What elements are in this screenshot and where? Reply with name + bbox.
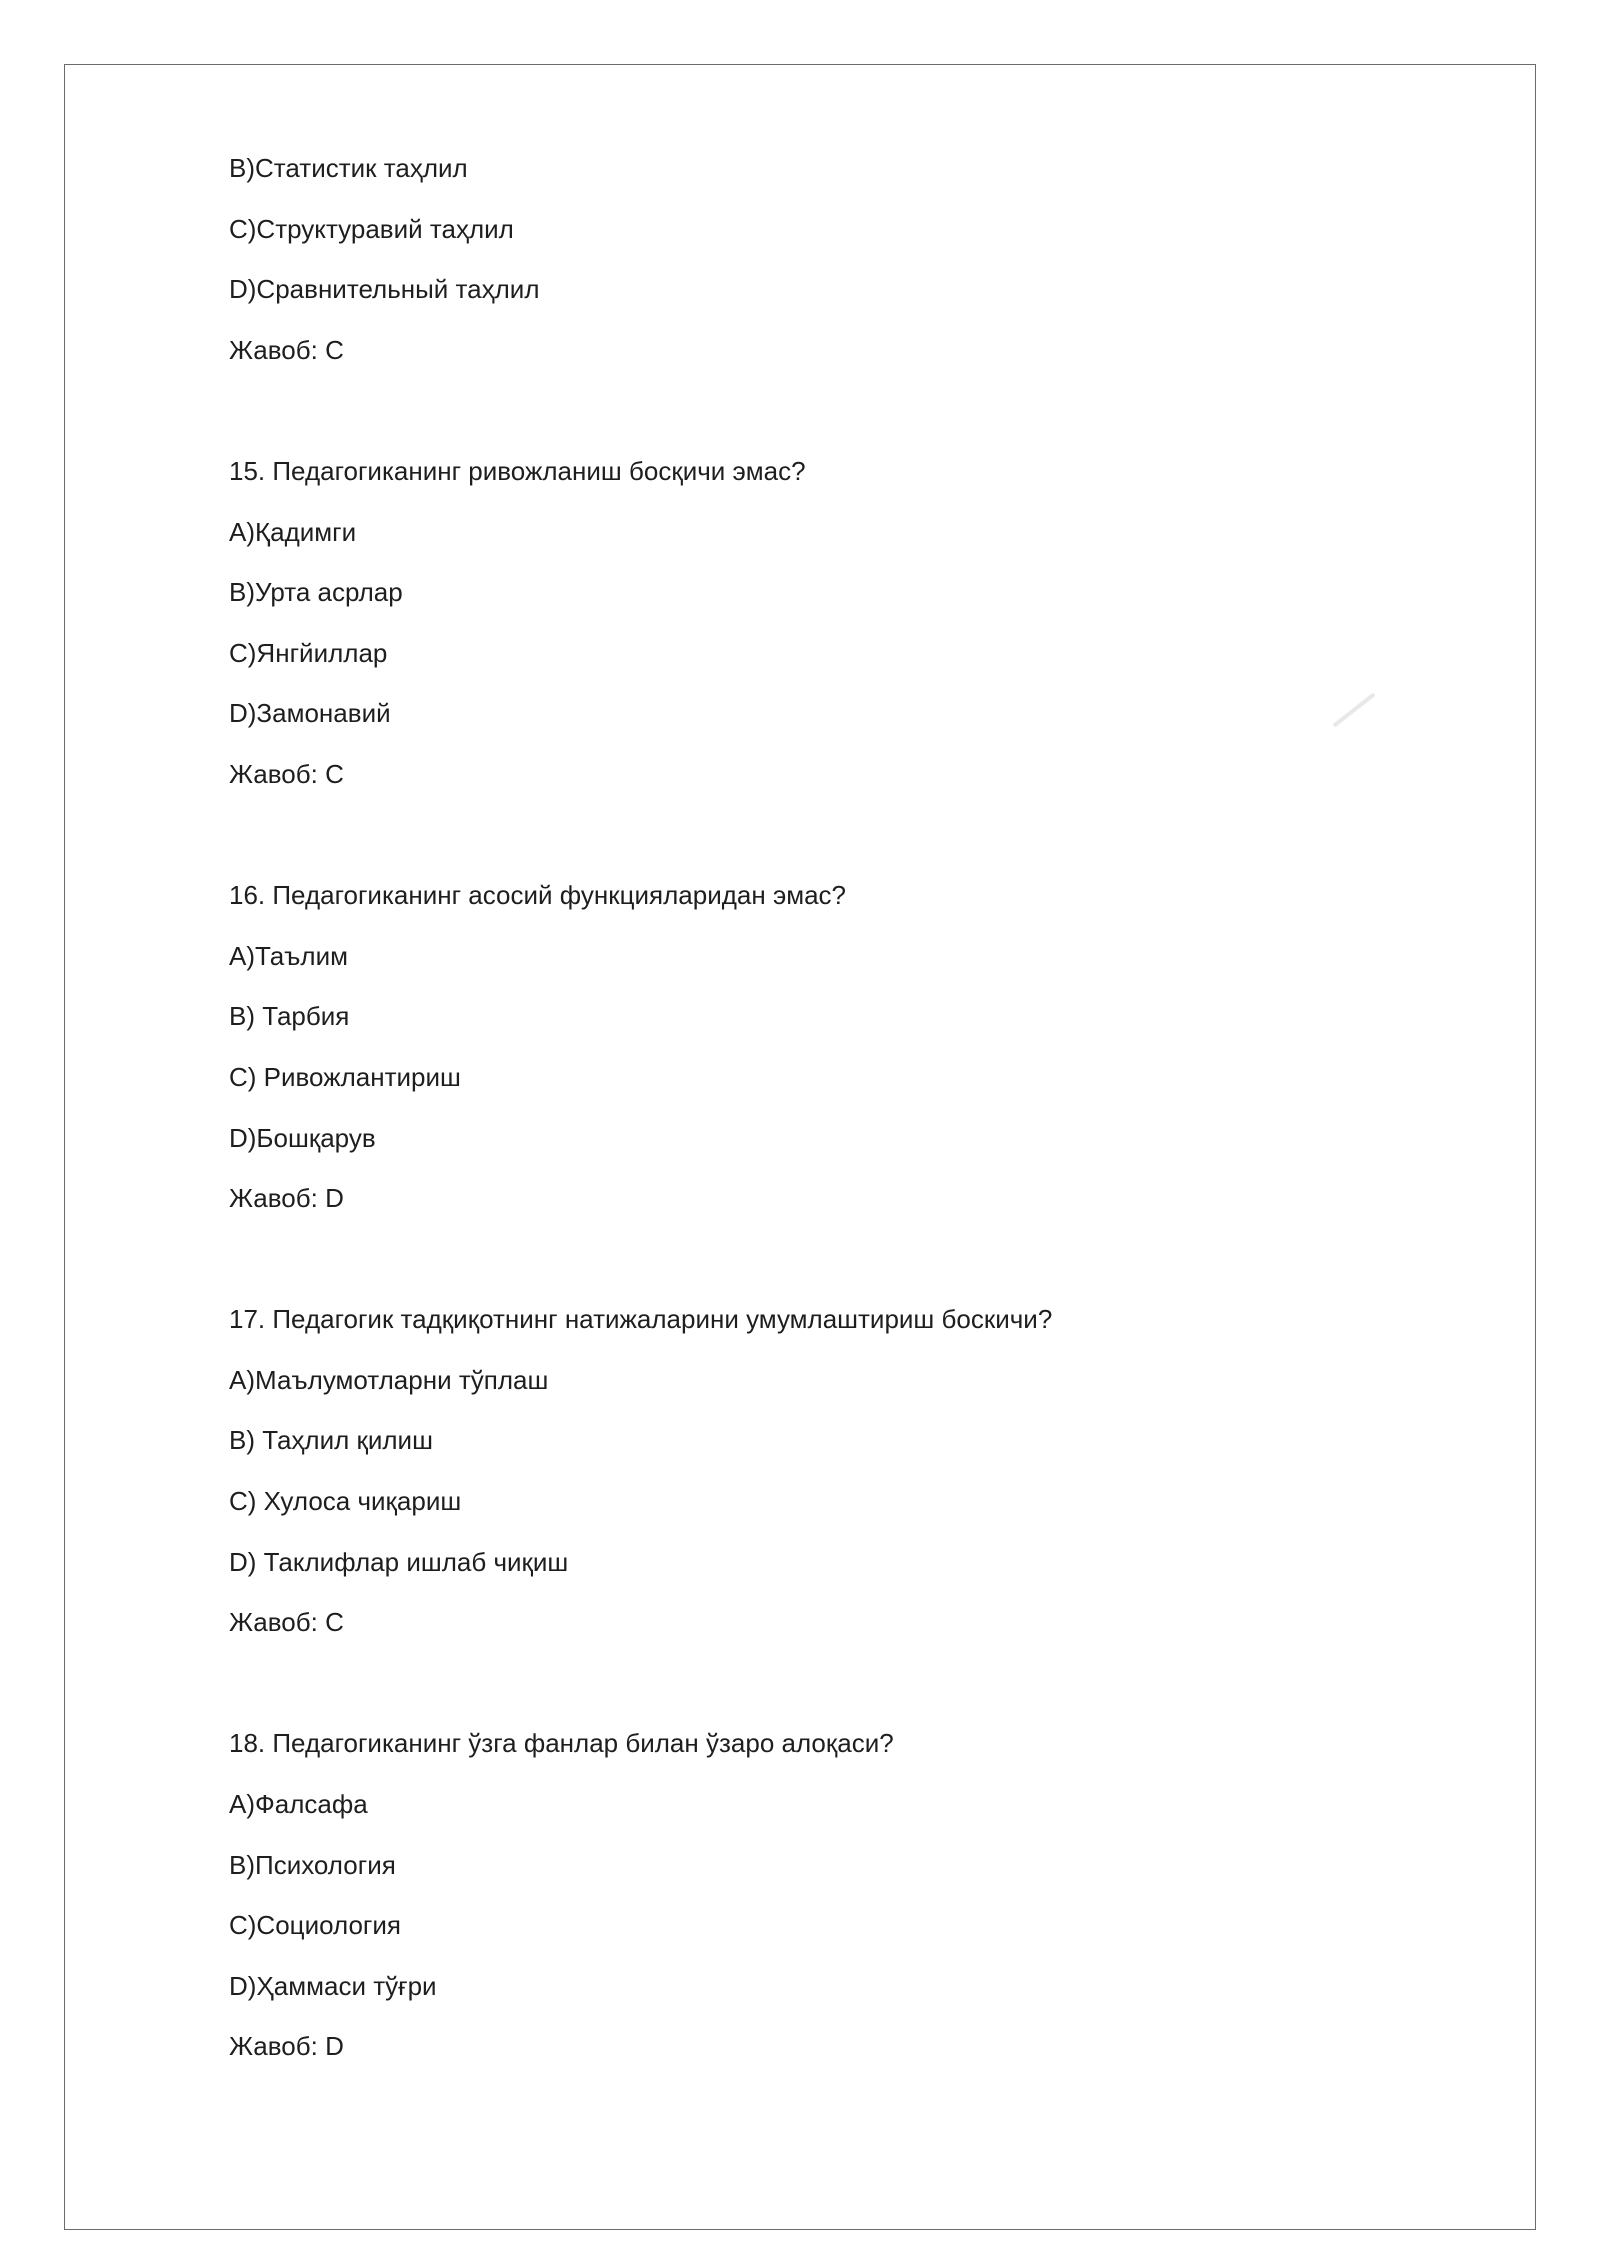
option-b: B)Статистик таҳлил xyxy=(229,153,468,183)
question-block xyxy=(229,1289,1429,1653)
option-c: C) Ривожлантириш xyxy=(229,1061,461,1092)
option-c: C) Хулоса чиқариш xyxy=(229,1486,462,1517)
answer-line: Жавоб: D xyxy=(229,2031,344,2062)
option-d: D)Замонавий xyxy=(229,698,391,729)
question-text: 15. Педагогиканинг ривожланиш босқичи эмас? xyxy=(229,455,806,486)
option-a: A)Маълумотларни тўплаш xyxy=(229,1364,549,1395)
option-d: D) Таклифлар ишлаб чиқиш xyxy=(229,1546,569,1577)
question-text: 17. Педагогик тадқиқотнинг натижаларини умумлаштириш боскичи? xyxy=(229,1304,1053,1335)
answer-line: Жавоб: C xyxy=(229,1607,344,1638)
question-block xyxy=(229,865,1429,1229)
answer-line: Жавоб: C xyxy=(229,758,344,789)
question-block xyxy=(229,441,1429,805)
option-d: D)Бошқарув xyxy=(229,1122,376,1153)
option-c: C)Структуравий таҳлил xyxy=(229,213,514,244)
block-spacer xyxy=(229,380,1429,441)
option-a: A)Таълим xyxy=(229,940,348,971)
question-text: 16. Педагогиканинг асосий функцияларидан эмас? xyxy=(229,880,847,911)
answer-line: Жавоб: D xyxy=(229,1183,344,1214)
option-d: D)Ҳаммаси тўғри xyxy=(229,1970,437,2001)
option-b: B) Таҳлил қилиш xyxy=(229,1425,433,1456)
document-body xyxy=(229,138,1429,2077)
block-spacer xyxy=(229,1653,1429,1714)
block-spacer xyxy=(229,1229,1429,1290)
option-a: A)Қадимги xyxy=(229,516,357,547)
answer-line: Жавоб: C xyxy=(229,334,344,365)
option-c: C)Янгйиллар xyxy=(229,637,388,668)
question-text: 18. Педагогиканинг ўзга фанлар билан ўзаро алоқаси? xyxy=(229,1728,894,1759)
option-b: B) Тарбия xyxy=(229,1001,350,1032)
option-c: C)Социология xyxy=(229,1910,401,1941)
option-d: D)Сравнительный таҳлил xyxy=(229,274,540,305)
question-block xyxy=(229,138,1429,380)
option-b: B)Урта асрлар xyxy=(229,577,403,608)
question-block xyxy=(229,1713,1429,2077)
option-a: A)Фалсафа xyxy=(229,1789,368,1820)
option-b: B)Психология xyxy=(229,1849,396,1880)
block-spacer xyxy=(229,805,1429,866)
